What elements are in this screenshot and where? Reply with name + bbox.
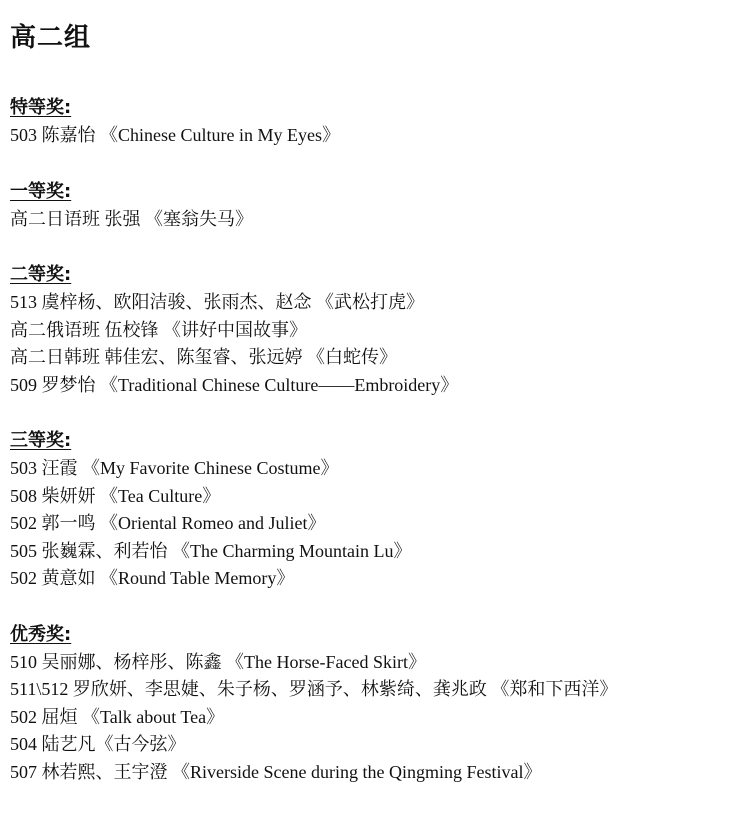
award-entry: 503 陈嘉怡 《Chinese Culture in My Eyes》 [10, 125, 340, 145]
award-entry: 502 黄意如 《Round Table Memory》 [10, 568, 295, 588]
page-title: 高二组 [10, 23, 92, 53]
section-spacer [10, 593, 742, 621]
award-entry: 502 屈烜 《Talk about Tea》 [10, 706, 225, 727]
award-entry: 510 吴丽娜、杨梓彤、陈鑫 《The Horse-Faced Skirt》 [10, 651, 426, 672]
section-spacer [10, 233, 742, 261]
award-entry: 503 汪霞 《My Favorite Chinese Costume》 [10, 458, 339, 478]
section-spacer [10, 399, 742, 427]
award-entry: 502 郭一鸣 《Oriental Romeo and Juliet》 [10, 513, 326, 533]
section-heading-first-prize: 一等奖: [10, 180, 72, 202]
section-merit-prize [10, 621, 742, 787]
award-entry: 504 陆艺凡《古今弦》 [10, 734, 186, 754]
section-second-prize [10, 261, 742, 399]
award-entry: 高二日韩班 韩佳宏、陈玺睿、张远婷 《白蛇传》 [10, 347, 397, 367]
section-heading-grand-prize: 特等奖: [10, 97, 72, 118]
award-entry: 513 虞梓杨、欧阳洁骏、张雨杰、赵念 《武松打虎》 [10, 292, 424, 312]
award-entry: 511\512 罗欣妍、李思婕、朱子杨、罗涵予、林紫绮、龚兆政 《郑和下西洋》 [10, 679, 618, 699]
title-spacer [10, 58, 742, 94]
section-grand-prize [10, 94, 742, 150]
award-entry: 505 张巍霖、利若怡 《The Charming Mountain Lu》 [10, 540, 412, 561]
section-heading-merit-prize: 优秀奖: [10, 623, 72, 645]
award-entry: 507 林若熙、王宇澄 《Riverside Scene during the Qingming Festival》 [10, 761, 542, 782]
award-entry: 508 柴妍妍 《Tea Culture》 [10, 485, 221, 506]
section-heading-third-prize: 三等奖: [10, 430, 72, 451]
section-spacer [10, 150, 742, 178]
section-third-prize [10, 427, 742, 593]
award-entry: 509 罗梦怡 《Traditional Chinese Culture——Embroidery》 [10, 374, 459, 395]
section-first-prize [10, 178, 742, 234]
section-heading-second-prize: 二等奖: [10, 264, 72, 285]
award-entry: 高二俄语班 伍校锋 《讲好中国故事》 [10, 319, 307, 340]
award-entry: 高二日语班 张强 《塞翁失马》 [10, 208, 253, 229]
award-list-document [10, 18, 742, 786]
